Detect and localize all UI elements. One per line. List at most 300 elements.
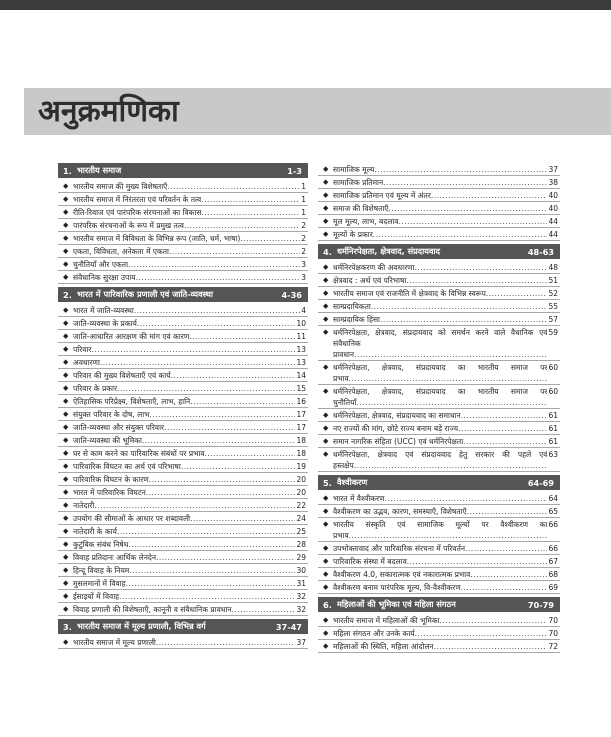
toc-entry-text [73, 331, 295, 342]
bullet-icon: ◆ [63, 448, 69, 457]
toc-entry-text [333, 506, 547, 517]
toc-entry-page: 65 [548, 506, 558, 516]
toc-entry-label: भारतीय संस्कृति एवं सामाजिक मूल्यों पर वैश्वीकरण का प्रभाव [333, 519, 548, 540]
section-title: धर्मनिरपेक्षता, क्षेत्रवाद, संप्रदायवाद [337, 246, 441, 256]
toc-entry[interactable] [58, 193, 308, 206]
toc-entry[interactable] [58, 421, 308, 434]
toc-entry-page: 2 [301, 246, 306, 256]
toc-entry[interactable] [318, 274, 560, 287]
section-page-range: 37-47 [275, 621, 302, 632]
toc-entry-page: 1 [301, 194, 306, 204]
toc-entry-label: भारत में जाति-व्यवस्था [73, 305, 134, 315]
toc-entry-label: धर्मनिरपेक्षता, क्षेत्रवाद एवं संप्रदायवाद हेतु सरकार की पहले एवं हस्तक्षेप [333, 449, 548, 470]
dot-leader [373, 229, 548, 240]
bullet-icon: ◆ [323, 262, 329, 271]
dot-leader [167, 181, 300, 192]
dot-leader [415, 628, 548, 639]
toc-entry[interactable] [58, 512, 308, 525]
section-number: 6. [323, 599, 332, 610]
toc-entry-page: 72 [548, 641, 558, 651]
toc-entry-label: मूल मूल्य, लाभ, बदलाव [333, 216, 399, 226]
section-header[interactable] [58, 619, 308, 634]
toc-entry[interactable] [58, 486, 308, 499]
toc-entry-label: नातेदारी [73, 500, 95, 510]
toc-entry-page: 70 [548, 615, 558, 625]
toc-entry-page: 13 [296, 357, 306, 367]
dot-leader [181, 461, 296, 472]
bullet-icon: ◆ [63, 331, 69, 340]
toc-entry[interactable] [58, 447, 308, 460]
toc-entry-page: 22 [296, 500, 306, 510]
toc-entry[interactable] [58, 382, 308, 395]
section-title: महिलाओं की भूमिका एवं महिला संगठन [337, 599, 456, 609]
toc-entry-page: 40 [548, 203, 558, 213]
bullet-icon: ◆ [323, 327, 329, 336]
toc-entry-label: साम्प्रदायिकता [333, 301, 371, 311]
dot-leader [146, 487, 296, 498]
toc-entry[interactable] [318, 614, 560, 627]
dot-leader [100, 357, 296, 368]
dot-leader [117, 383, 295, 394]
dot-leader [142, 435, 296, 446]
toc-entry-text [333, 164, 547, 175]
bullet-icon: ◆ [323, 641, 329, 650]
toc-entry-label: सामाजिक मूल्य [333, 164, 375, 174]
toc-entry-text [73, 207, 300, 218]
bullet-icon: ◆ [63, 344, 69, 353]
toc-entry[interactable] [318, 409, 560, 422]
dot-leader [463, 436, 547, 447]
section-title: भारतीय समाज [77, 165, 122, 175]
toc-entry-text [73, 194, 300, 205]
bullet-icon: ◆ [323, 164, 329, 173]
bullet-icon: ◆ [63, 396, 69, 405]
dot-leader [399, 216, 548, 227]
toc-entry[interactable] [58, 232, 308, 245]
dot-leader [486, 288, 548, 299]
section-header[interactable] [318, 244, 560, 259]
dot-leader [349, 531, 548, 540]
bullet-icon: ◆ [323, 203, 329, 212]
toc-entry-label: जाति-व्यवस्था के प्रकार्य [73, 318, 137, 328]
toc-section [318, 163, 560, 241]
toc-entry-label: ऐतिहासिक परिप्रेक्ष्य, विशेषताएँ, लाभ, हानि [73, 396, 191, 406]
bullet-icon: ◆ [63, 246, 69, 255]
toc-entry-label: धर्मनिरपेक्षता, क्षेत्रवाद, संप्रदायवाद को समर्थन करने वाले वैधानिक एवं संवैधानिक प्रावधान [333, 327, 548, 359]
dot-leader [156, 637, 296, 648]
toc-entry-text [73, 370, 295, 381]
toc-entry-label: सामाजिक प्रतिमान एवं मूल्य में अंतर [333, 190, 431, 200]
toc-entry-label: संयुक्त परिवार के दोष, लाभ [73, 409, 150, 419]
dot-leader [128, 539, 295, 550]
toc-entry-page: 32 [296, 591, 306, 601]
dot-leader [374, 164, 547, 175]
toc-entry-label: भारतीय समाज में विविधता के विभिन्न रूप (जाति, धर्म, भाषा) [73, 233, 241, 243]
toc-entry-page: 51 [548, 275, 558, 285]
toc-entry-label: महिला संगठन और उनके कार्य [333, 628, 415, 638]
toc-entry-text [333, 314, 547, 325]
toc-entry[interactable] [58, 636, 308, 649]
toc-entry[interactable] [58, 330, 308, 343]
toc-entry-page: 60 [548, 386, 558, 396]
toc-entry-text [73, 272, 300, 283]
toc-entry[interactable] [318, 505, 560, 518]
toc-entry-page: 14 [296, 370, 306, 380]
dot-leader [136, 272, 301, 283]
dot-leader [385, 493, 548, 504]
toc-entry-text [73, 604, 295, 615]
toc-entry[interactable] [318, 542, 560, 555]
toc-entry-text [333, 423, 547, 434]
toc-entry[interactable] [318, 492, 560, 505]
bullet-icon: ◆ [323, 519, 329, 528]
toc-entry-label: भारतीय समाज एवं राजनीति में क्षेत्रवाद के विभिन्न स्वरूप [333, 288, 486, 298]
top-edge-bar [0, 0, 611, 10]
dot-leader [356, 398, 547, 407]
toc-entry-text [73, 259, 300, 270]
toc-entry[interactable] [58, 317, 308, 330]
dot-leader [349, 374, 548, 383]
toc-entry-label: परिवार की मुख्य विशेषताएँ एवं कार्य [73, 370, 171, 380]
section-page-range: 4-36 [281, 289, 302, 300]
toc-entry-page: 48 [548, 262, 558, 272]
toc-entry[interactable] [318, 300, 560, 313]
toc-entry[interactable] [58, 304, 308, 317]
toc-entry-text [333, 190, 547, 201]
bullet-icon: ◆ [63, 552, 69, 561]
dot-leader [461, 410, 548, 421]
dot-leader [169, 246, 300, 257]
toc-entry[interactable] [318, 627, 560, 640]
toc-entry-text [73, 422, 295, 433]
toc-entry-label: भारतीय समाज में निरंतरता एवं परिवर्तन के तत्व [73, 194, 202, 204]
toc-entry[interactable] [58, 206, 308, 219]
toc-entry-label: नए राज्यों की मांग, छोटे राज्य बनाम बड़े राज्य [333, 423, 459, 433]
bullet-icon: ◆ [63, 207, 69, 216]
dot-leader [190, 513, 295, 524]
bullet-icon: ◆ [63, 565, 69, 574]
dot-leader [431, 190, 548, 201]
toc-entry-label: पारिवारिक विघटन के कारण [73, 474, 149, 484]
toc-entry-page: 44 [548, 229, 558, 239]
bullet-icon: ◆ [63, 181, 69, 190]
toc-entry-text [73, 435, 295, 446]
toc-entry[interactable] [318, 435, 560, 448]
toc-entry-label: धर्मनिरपेक्षता, क्षेत्रवाद, संप्रदायवाद का समाधान [333, 410, 461, 420]
toc-entry-page: 61 [548, 410, 558, 420]
toc-entry[interactable] [318, 448, 560, 472]
toc-entry-label: साम्प्रदायिक हिंसा [333, 314, 380, 324]
toc-entry-label: विवाह प्रतिदानः आर्थिक लेनदेन [73, 552, 156, 562]
toc-entry-label: रीति-रिवाज एवं पारंपरिक संरचनाओं का विकास [73, 207, 202, 217]
toc-entry[interactable] [318, 518, 560, 542]
toc-entry-page: 10 [296, 318, 306, 328]
dot-leader [440, 615, 548, 626]
toc-entry-page: 66 [548, 519, 558, 529]
toc-entry-page: 31 [296, 578, 306, 588]
toc-entry-label: एकता, विविधता, अनेकता में एकता [73, 246, 169, 256]
bullet-icon: ◆ [63, 370, 69, 379]
section-page-range: 64-69 [527, 477, 554, 488]
toc-entry-label: वैश्वीकरण का उद्भव, कारण, समस्याएँ, विशेषताएँ [333, 506, 467, 516]
toc-entry-text [73, 578, 295, 589]
toc-entry-text [333, 519, 547, 541]
toc-entry-page: 69 [548, 582, 558, 592]
bullet-icon: ◆ [323, 493, 329, 502]
toc-entry[interactable] [318, 176, 560, 189]
toc-entry-label: वैश्वीकरण बनाम पारंपरिक मूल्य, वि-वैश्वीकरण [333, 582, 461, 592]
toc-entry[interactable] [58, 564, 308, 577]
bullet-icon: ◆ [323, 543, 329, 552]
toc-entry-text [333, 275, 547, 286]
bullet-icon: ◆ [323, 229, 329, 238]
toc-entry-text [73, 500, 295, 511]
toc-entry-page: 1 [301, 207, 306, 217]
bullet-icon: ◆ [323, 628, 329, 637]
toc-entry[interactable] [58, 577, 308, 590]
section-number: 5. [323, 477, 332, 488]
toc-entry-page: 63 [548, 449, 558, 459]
toc-entry-label: धर्मनिरपेक्षता, क्षेत्रवाद, संप्रदायवाद का भारतीय समाज पर प्रभाव [333, 362, 548, 383]
toc-entry[interactable] [58, 343, 308, 356]
toc-entry-label: जाति-व्यवस्था की भूमिका [73, 435, 142, 445]
toc-entry-text [73, 591, 295, 602]
bullet-icon: ◆ [323, 190, 329, 199]
toc-entry-page: 66 [548, 543, 558, 553]
bullet-icon: ◆ [63, 604, 69, 613]
toc-entry-text [73, 305, 300, 316]
bullet-icon: ◆ [63, 513, 69, 522]
toc-entry-label: परिवार के प्रकार [73, 383, 118, 393]
title-band [24, 88, 611, 135]
toc-entry-label: मुसलमानों में विवाह [73, 578, 126, 588]
toc-entry-page: 64 [548, 493, 558, 503]
section-number: 2. [63, 289, 72, 300]
section-header[interactable] [318, 597, 560, 612]
dot-leader [126, 578, 296, 589]
section-header[interactable] [58, 287, 308, 302]
section-header[interactable] [318, 475, 560, 490]
dot-leader [117, 526, 296, 537]
toc-entry[interactable] [318, 163, 560, 176]
toc-entry-text [333, 628, 547, 639]
toc-entry-page: 3 [301, 272, 306, 282]
toc-entry-label: ईसाइयों में विवाह [73, 591, 120, 601]
toc-entry-page: 28 [296, 539, 306, 549]
toc-entry-text [333, 301, 547, 312]
toc-entry-label: वैश्वीकरण 4.0, सकारात्मक एवं नकारात्मक प्रभाव [333, 569, 471, 579]
toc-entry-text [333, 262, 547, 273]
bullet-icon: ◆ [323, 177, 329, 186]
toc-entry-text [73, 181, 300, 192]
toc-entry-page: 16 [296, 396, 306, 406]
bullet-icon: ◆ [63, 233, 69, 242]
dot-leader [354, 461, 548, 470]
toc-entry-page: 2 [301, 233, 306, 243]
toc-entry[interactable] [58, 603, 308, 616]
dot-leader [91, 344, 295, 355]
section-number: 1. [63, 165, 72, 176]
page-title: अनुक्रमणिका [38, 94, 179, 129]
section-page-range: 48-63 [527, 246, 554, 257]
dot-leader [189, 331, 295, 342]
toc-entry[interactable] [58, 525, 308, 538]
toc-entry-text [333, 327, 547, 360]
bullet-icon: ◆ [323, 436, 329, 445]
dot-leader [461, 582, 548, 593]
toc-entry[interactable] [318, 326, 560, 361]
bullet-icon: ◆ [63, 500, 69, 509]
toc-entry-label: समान नागरिक संहिता (UCC) एवं धर्मनिरपेक्षता [333, 436, 464, 446]
toc-entry[interactable] [318, 568, 560, 581]
dot-leader [415, 262, 548, 273]
bullet-icon: ◆ [323, 556, 329, 565]
bullet-icon: ◆ [323, 615, 329, 624]
section-header[interactable] [58, 163, 308, 178]
toc-entry[interactable] [58, 499, 308, 512]
toc-entry[interactable] [58, 473, 308, 486]
toc-entry[interactable] [318, 385, 560, 409]
toc-entry-text [73, 233, 300, 244]
toc-entry-text [73, 396, 295, 407]
bullet-icon: ◆ [323, 506, 329, 515]
toc-entry[interactable] [58, 219, 308, 232]
bullet-icon: ◆ [63, 637, 69, 646]
bullet-icon: ◆ [63, 272, 69, 281]
toc-entry-label: समाज की विशेषताएँ [333, 203, 389, 213]
toc-entry[interactable] [58, 590, 308, 603]
toc-section [318, 475, 560, 594]
toc-entry[interactable] [318, 640, 560, 653]
dot-leader [371, 301, 548, 312]
toc-entry-page: 29 [296, 552, 306, 562]
toc-entry-label: चुनौतियाँ और एकता [73, 259, 129, 269]
toc-entry-page: 32 [296, 604, 306, 614]
toc-entry-page: 30 [296, 565, 306, 575]
toc-entry-label: भारत में पारिवारिक विघटन [73, 487, 146, 497]
dot-leader [149, 409, 295, 420]
toc-entry[interactable] [58, 551, 308, 564]
toc-entry-label: पारिवारिक विघटन का अर्थ एवं परिभाषा [73, 461, 181, 471]
toc-entry[interactable] [318, 287, 560, 300]
toc-entry[interactable] [58, 356, 308, 369]
toc-entry-text [73, 552, 295, 563]
toc-entry-page: 18 [296, 448, 306, 458]
toc-entry[interactable] [318, 422, 560, 435]
bullet-icon: ◆ [323, 301, 329, 310]
bullet-icon: ◆ [323, 314, 329, 323]
toc-entry-page: 15 [296, 383, 306, 393]
toc-entry[interactable] [58, 408, 308, 421]
bullet-icon: ◆ [323, 386, 329, 395]
toc-entry-text [73, 487, 295, 498]
toc-entry-label: उपभोक्तावाद और पारिवारिक संरचना में परिवर्तन [333, 543, 466, 553]
bullet-icon: ◆ [63, 526, 69, 535]
toc-entry-label: भारतीय समाज की मुख्य विशेषताएँ [73, 181, 168, 191]
toc-entry-label: भारत में वैश्वीकरण [333, 493, 385, 503]
toc-entry-text [73, 383, 295, 394]
toc-entry[interactable] [318, 215, 560, 228]
toc-entry-text [73, 526, 295, 537]
toc-entry-text [73, 357, 295, 368]
toc-entry-text [333, 493, 547, 504]
toc-entry-page: 70 [548, 628, 558, 638]
toc-entry-label: पारिवारिक संस्था में बदलाव [333, 556, 407, 566]
toc-entry-page: 1 [301, 181, 306, 191]
bullet-icon: ◆ [323, 410, 329, 419]
toc-entry[interactable] [58, 245, 308, 258]
toc-entry-label: विवाह प्रणाली की विशेषताएँ, कानूनी व संवैधानिक प्रावधान [73, 604, 232, 614]
toc-entry-text [333, 449, 547, 471]
toc-entry[interactable] [58, 271, 308, 284]
toc-entry[interactable] [58, 369, 308, 382]
dot-leader [149, 474, 296, 485]
toc-entry[interactable] [318, 313, 560, 326]
toc-entry-page: 61 [548, 436, 558, 446]
toc-entry-page: 40 [548, 190, 558, 200]
bullet-icon: ◆ [63, 305, 69, 314]
toc-entry-label: मूल्यों के प्रकार [333, 229, 373, 239]
toc-entry-text [333, 229, 547, 240]
bullet-icon: ◆ [323, 449, 329, 458]
toc-section [58, 163, 308, 284]
bullet-icon: ◆ [63, 409, 69, 418]
toc-entry-label: अवधारणा [73, 357, 100, 367]
toc-entry[interactable] [58, 538, 308, 551]
section-page-range: 70-79 [527, 599, 554, 610]
toc-entry[interactable] [58, 258, 308, 271]
bullet-icon: ◆ [63, 259, 69, 268]
dot-leader [201, 207, 300, 218]
toc-entry[interactable] [318, 228, 560, 241]
toc-entry-page: 19 [296, 461, 306, 471]
dot-leader [129, 565, 295, 576]
dot-leader [137, 318, 296, 329]
bullet-icon: ◆ [323, 569, 329, 578]
bullet-icon: ◆ [323, 582, 329, 591]
toc-entry-text [73, 539, 295, 550]
toc-entry[interactable] [58, 434, 308, 447]
toc-entry-text [333, 436, 547, 447]
dot-leader [380, 314, 547, 325]
dot-leader [201, 194, 300, 205]
toc-entry[interactable] [58, 460, 308, 473]
bullet-icon: ◆ [63, 474, 69, 483]
toc-entry[interactable] [58, 395, 308, 408]
bullet-icon: ◆ [323, 423, 329, 432]
section-title: भारतीय समाज में मूल्य प्रणाली, विभिन्न वर्ग [77, 621, 206, 631]
dot-leader [156, 552, 295, 563]
toc-entry[interactable] [318, 202, 560, 215]
dot-leader [388, 203, 547, 214]
toc-entry[interactable] [318, 581, 560, 594]
toc-section [58, 619, 308, 649]
toc-entry-page: 55 [548, 301, 558, 311]
toc-entry[interactable] [58, 180, 308, 193]
toc-entry[interactable] [318, 361, 560, 385]
dot-leader [458, 423, 547, 434]
section-number: 4. [323, 246, 332, 257]
toc-entry[interactable] [318, 261, 560, 274]
toc-entry-text [73, 409, 295, 420]
toc-entry[interactable] [318, 555, 560, 568]
dot-leader [406, 275, 547, 286]
toc-entry-page: 38 [548, 177, 558, 187]
toc-entry[interactable] [318, 189, 560, 202]
toc-entry-label: नातेदारी के कार्य [73, 526, 117, 536]
dot-leader [128, 259, 300, 270]
toc-section [318, 597, 560, 653]
